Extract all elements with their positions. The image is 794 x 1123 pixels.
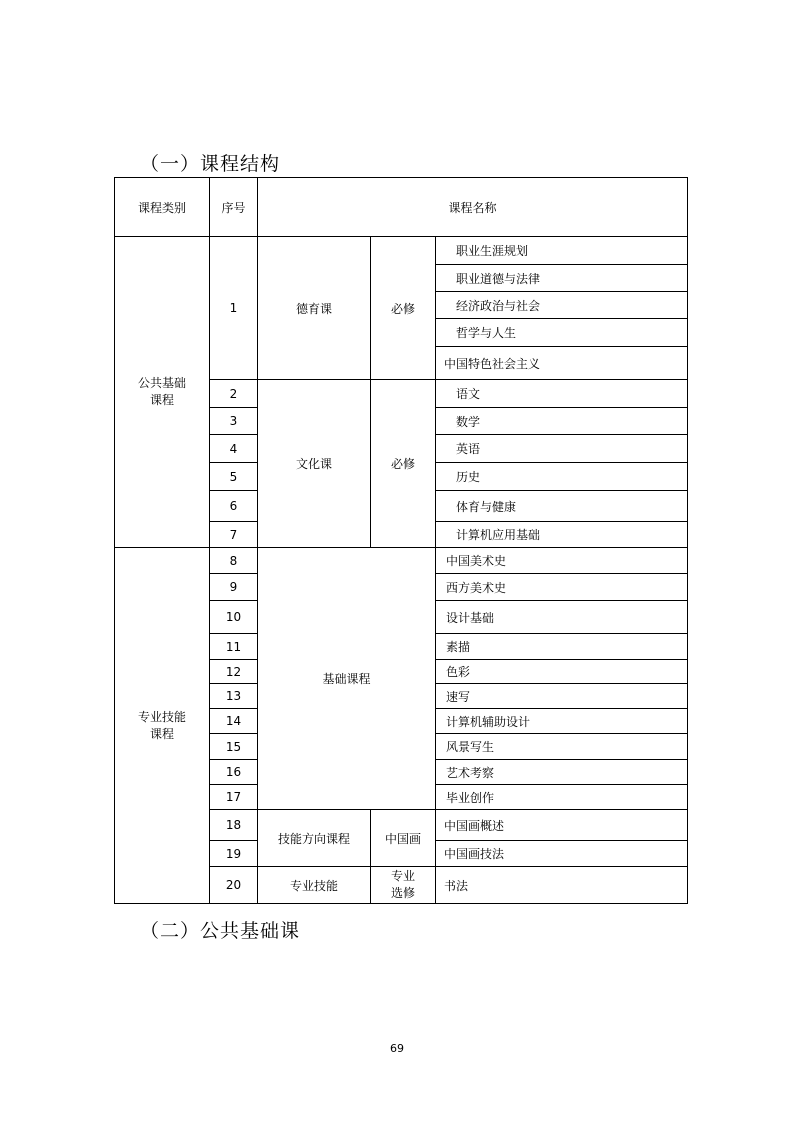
course-name: 英语 bbox=[436, 435, 688, 463]
type-basic: 基础课程 bbox=[258, 548, 436, 810]
course-name: 历史 bbox=[436, 463, 688, 491]
seq-cell: 10 bbox=[210, 601, 258, 634]
seq-cell: 7 bbox=[210, 522, 258, 548]
seq-cell: 9 bbox=[210, 574, 258, 601]
seq-cell: 8 bbox=[210, 548, 258, 574]
section-heading-structure: （一）课程结构 bbox=[140, 153, 281, 175]
course-name: 中国美术史 bbox=[436, 548, 688, 574]
course-name: 中国画技法 bbox=[436, 841, 688, 867]
course-name: 计算机应用基础 bbox=[436, 522, 688, 548]
seq-cell: 14 bbox=[210, 709, 258, 734]
seq-cell: 17 bbox=[210, 785, 258, 810]
course-name: 经济政治与社会 bbox=[436, 292, 688, 319]
course-name: 毕业创作 bbox=[436, 785, 688, 810]
seq-cell: 15 bbox=[210, 734, 258, 760]
course-structure-table bbox=[114, 177, 688, 904]
section-heading-public: （二）公共基础课 bbox=[140, 920, 301, 942]
course-name: 数学 bbox=[436, 408, 688, 435]
type-moral: 德育课 bbox=[258, 237, 371, 380]
type-direction: 技能方向课程 bbox=[258, 810, 371, 867]
elective-skill: 专业 选修 bbox=[371, 867, 436, 904]
course-name: 速写 bbox=[436, 684, 688, 709]
course-name: 中国画概述 bbox=[436, 810, 688, 841]
course-name: 体育与健康 bbox=[436, 491, 688, 522]
course-name: 素描 bbox=[436, 634, 688, 660]
category-professional: 专业技能 课程 bbox=[115, 548, 210, 904]
course-name: 中国特色社会主义 bbox=[436, 347, 688, 380]
course-name: 色彩 bbox=[436, 660, 688, 684]
seq-cell: 5 bbox=[210, 463, 258, 491]
sub-direction: 中国画 bbox=[371, 810, 436, 867]
seq-cell: 12 bbox=[210, 660, 258, 684]
page-number: 69 bbox=[390, 1042, 404, 1055]
table-header-row bbox=[115, 178, 688, 237]
seq-cell: 11 bbox=[210, 634, 258, 660]
type-skill: 专业技能 bbox=[258, 867, 371, 904]
table-row bbox=[115, 237, 688, 265]
seq-cell: 4 bbox=[210, 435, 258, 463]
course-name: 西方美术史 bbox=[436, 574, 688, 601]
header-category: 课程类别 bbox=[115, 178, 210, 237]
seq-cell: 20 bbox=[210, 867, 258, 904]
course-name: 设计基础 bbox=[436, 601, 688, 634]
header-name: 课程名称 bbox=[258, 178, 688, 237]
course-name: 职业生涯规划 bbox=[436, 237, 688, 265]
seq-cell: 19 bbox=[210, 841, 258, 867]
category-public: 公共基础 课程 bbox=[115, 237, 210, 548]
seq-cell: 16 bbox=[210, 760, 258, 785]
seq-cell: 3 bbox=[210, 408, 258, 435]
table-row bbox=[115, 548, 688, 574]
course-name: 计算机辅助设计 bbox=[436, 709, 688, 734]
course-name: 书法 bbox=[436, 867, 688, 904]
seq-cell: 6 bbox=[210, 491, 258, 522]
course-name: 职业道德与法律 bbox=[436, 265, 688, 292]
seq-cell: 13 bbox=[210, 684, 258, 709]
course-name: 艺术考察 bbox=[436, 760, 688, 785]
course-name: 语文 bbox=[436, 380, 688, 408]
seq-cell: 2 bbox=[210, 380, 258, 408]
seq-cell: 18 bbox=[210, 810, 258, 841]
required-culture: 必修 bbox=[371, 380, 436, 548]
seq-cell: 1 bbox=[210, 237, 258, 380]
course-name: 哲学与人生 bbox=[436, 319, 688, 347]
course-name: 风景写生 bbox=[436, 734, 688, 760]
type-culture: 文化课 bbox=[258, 380, 371, 548]
required-moral: 必修 bbox=[371, 237, 436, 380]
header-seq: 序号 bbox=[210, 178, 258, 237]
